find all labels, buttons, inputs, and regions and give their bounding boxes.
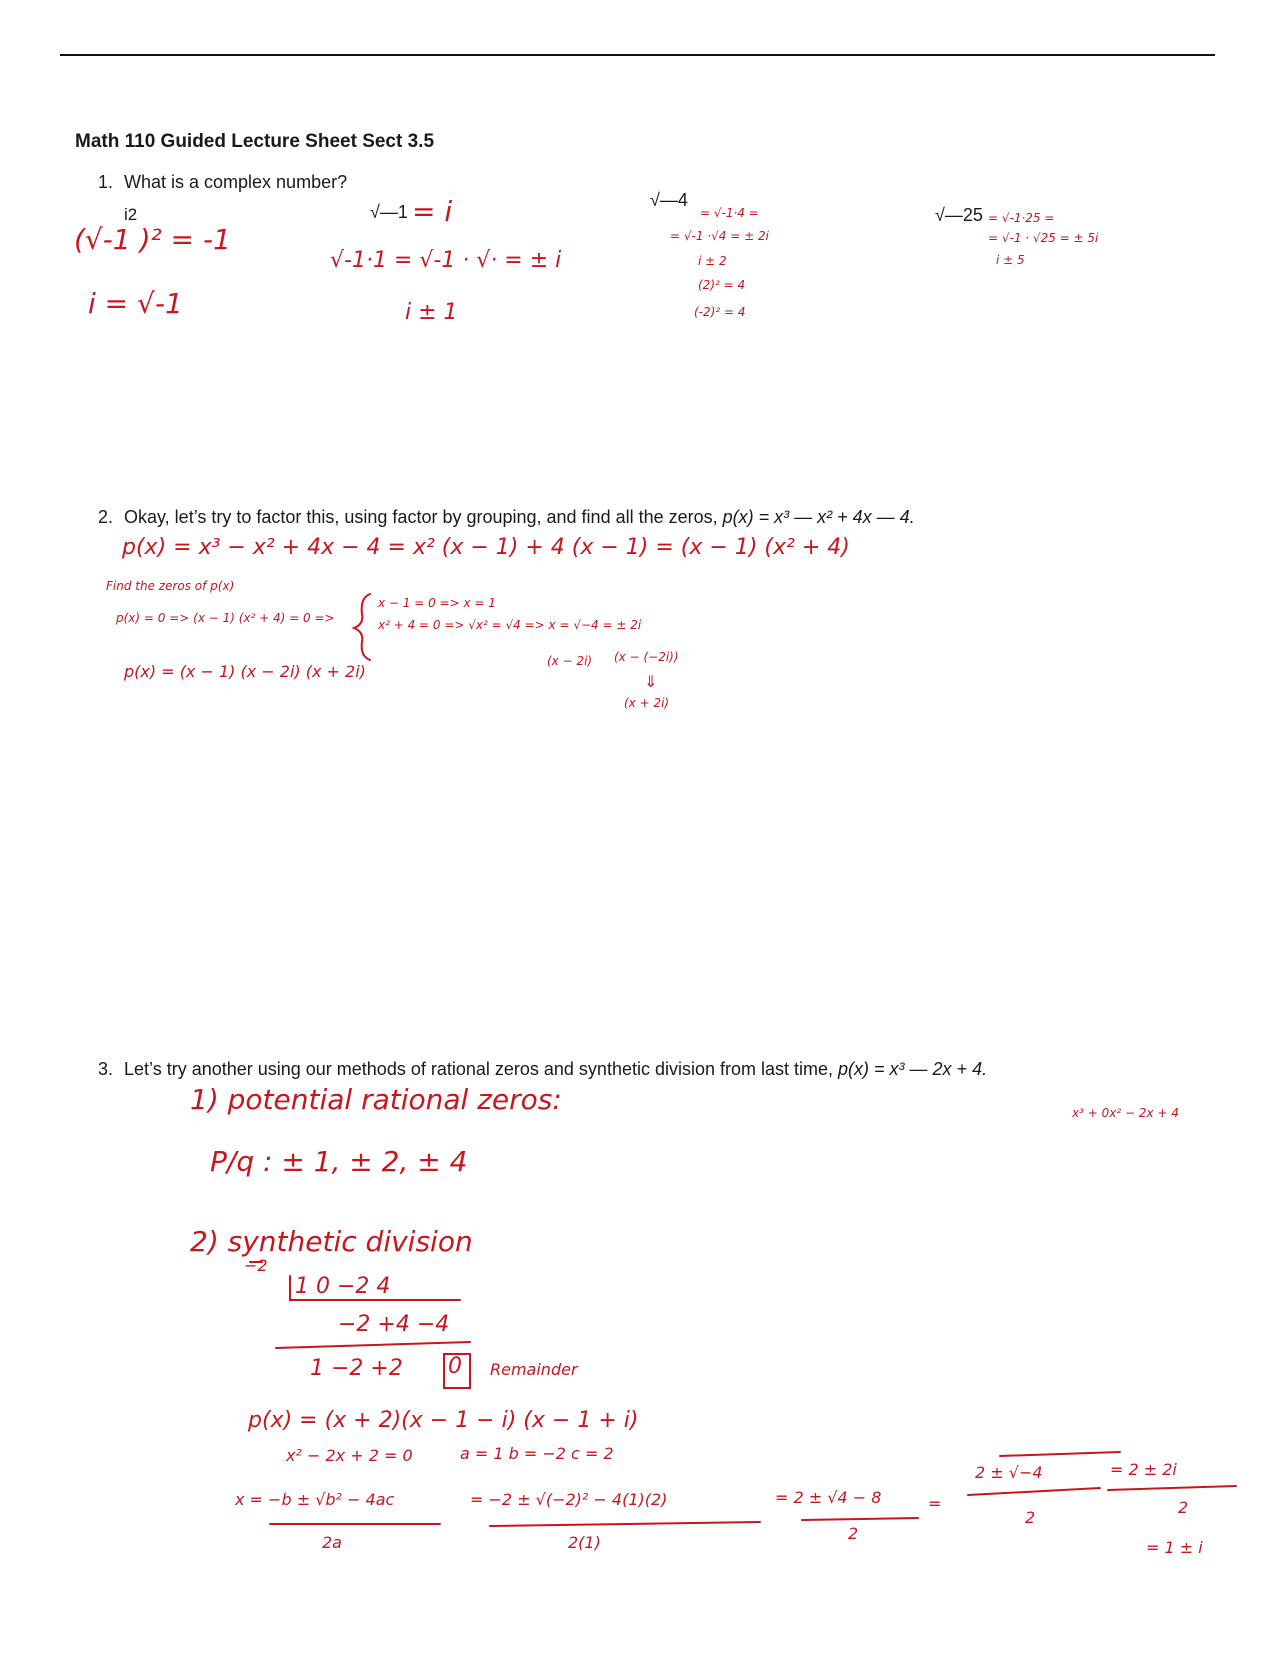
note-equals: = [928,1494,942,1513]
question-text: Let’s try another using our methods of rational zeros and synthetic division from last time, [124,1059,834,1079]
question-number: 1. [98,172,114,192]
note-sqrt-split: √-1·1 = √-1 · √· = ± i [330,248,562,273]
note-factor-c: (x + 2i) [624,696,670,710]
note-remainder-value: 0 [448,1354,462,1379]
note-neg25-step2: = √-1 · √25 = ± 5i [988,231,1099,245]
division-line [276,1342,470,1348]
question-1 [98,172,347,193]
note-coefficients-abc: a = 1 b = −2 c = 2 [460,1444,614,1463]
printed-sqrt-neg25: √—25 [935,205,983,225]
note-quadratic-formula-num: x = −b ± √b² − 4ac [235,1490,395,1509]
note-final-answer: = 1 ± i [1146,1538,1203,1557]
note-equals-i: = i [412,195,453,228]
note-full-factorization: p(x) = (x − 1) (x − 2i) (x + 2i) [124,662,366,681]
fraction-bar-3 [802,1518,918,1520]
fraction-bar-2 [490,1522,760,1526]
note-products: −2 +4 −4 [338,1312,450,1337]
note-divisor: −2 [244,1256,268,1275]
note-neg25-step1: = √-1·25 = [988,211,1055,225]
question-3 [98,1059,987,1080]
note-neg4-step1: = √-1·4 = [700,206,759,220]
note-set-zero: p(x) = 0 => (x − 1) (x² + 4) = 0 => [116,611,335,625]
note-factoring: p(x) = x³ − x² + 4x − 4 = x² (x − 1) + 4 (x − 1) = (x − 1) (x² + 4) [122,535,850,560]
printed-i-squared: i2 [124,205,138,224]
note-sqrt-neg4-den: 2 [1025,1508,1036,1527]
printed-sqrt-neg1: √—1 [370,202,408,222]
note-remainder-label: Remainder [490,1360,578,1379]
note-real-zero: x − 1 = 0 => x = 1 [378,596,496,610]
note-2-pm-2i-den: 2 [1178,1498,1189,1517]
header-rule [60,54,1215,56]
note-i-squared: (√-1 )² = -1 [74,223,231,256]
note-i-pm-1: i ± 1 [405,300,458,325]
note-synthetic-division: 2) synthetic division [190,1225,473,1258]
question-text: Okay, let’s try to factor this, using factor by grouping, and find all the zeros, [124,507,718,527]
note-neg25-step3: i ± 5 [996,253,1025,267]
question-number: 2. [98,507,114,527]
note-quotient: 1 −2 +2 [310,1356,403,1381]
question-text: What is a complex number? [124,172,348,192]
question-number: 3. [98,1059,114,1079]
overline-stroke [1000,1452,1120,1456]
note-find-zeros: Find the zeros of p(x) [106,579,235,593]
note-expanded-polynomial: x³ + 0x² − 2x + 4 [1072,1106,1179,1120]
note-neg4-step2: = √-1 ·√4 = ± 2i [670,229,769,243]
note-neg4-step4: (2)² = 4 [698,278,746,292]
note-sqrt-neg4-num: 2 ± √−4 [975,1463,1043,1482]
note-simplify-den: 2 [848,1524,859,1543]
note-2-pm-2i-num: = 2 ± 2i [1110,1460,1177,1479]
note-neg4-step3: i ± 2 [698,254,727,268]
note-substitution-den: 2(1) [568,1533,601,1552]
note-neg4-step5: (-2)² = 4 [694,305,746,319]
note-factor-a: (x − 2i) [547,654,593,668]
note-p-over-q: P/q : ± 1, ± 2, ± 4 [210,1145,468,1178]
note-substitution-num: = −2 ± √(−2)² − 4(1)(2) [470,1490,668,1509]
note-coefficients: 1 0 −2 4 [295,1274,391,1299]
note-quadratic-formula-den: 2a [322,1533,342,1552]
note-i-definition: i = √-1 [88,287,183,320]
fraction-bar-4 [968,1488,1100,1495]
fraction-bar-5 [1108,1486,1236,1490]
note-arrow: ⇓ [644,672,658,691]
note-factored-result: p(x) = (x + 2)(x − 1 − i) (x − 1 + i) [248,1408,639,1433]
note-simplify-num: = 2 ± √4 − 8 [775,1488,882,1507]
note-potential-zeros: 1) potential rational zeros: [190,1083,562,1116]
note-complex-zeros: x² + 4 = 0 => √x² = √4 => x = √−4 = ± 2i [378,618,642,632]
brace-stroke [354,594,370,660]
note-quadratic: x² − 2x + 2 = 0 [286,1446,413,1465]
question-2 [98,507,915,528]
page-title: Math 110 Guided Lecture Sheet Sect 3.5 [75,131,435,152]
printed-sqrt-neg4: √—4 [650,190,688,210]
question-polynomial: p(x) = x³ — 2x + 4. [838,1059,988,1079]
note-factor-b: (x − (−2i)) [614,650,679,664]
question-polynomial: p(x) = x³ — x² + 4x — 4. [722,507,915,527]
